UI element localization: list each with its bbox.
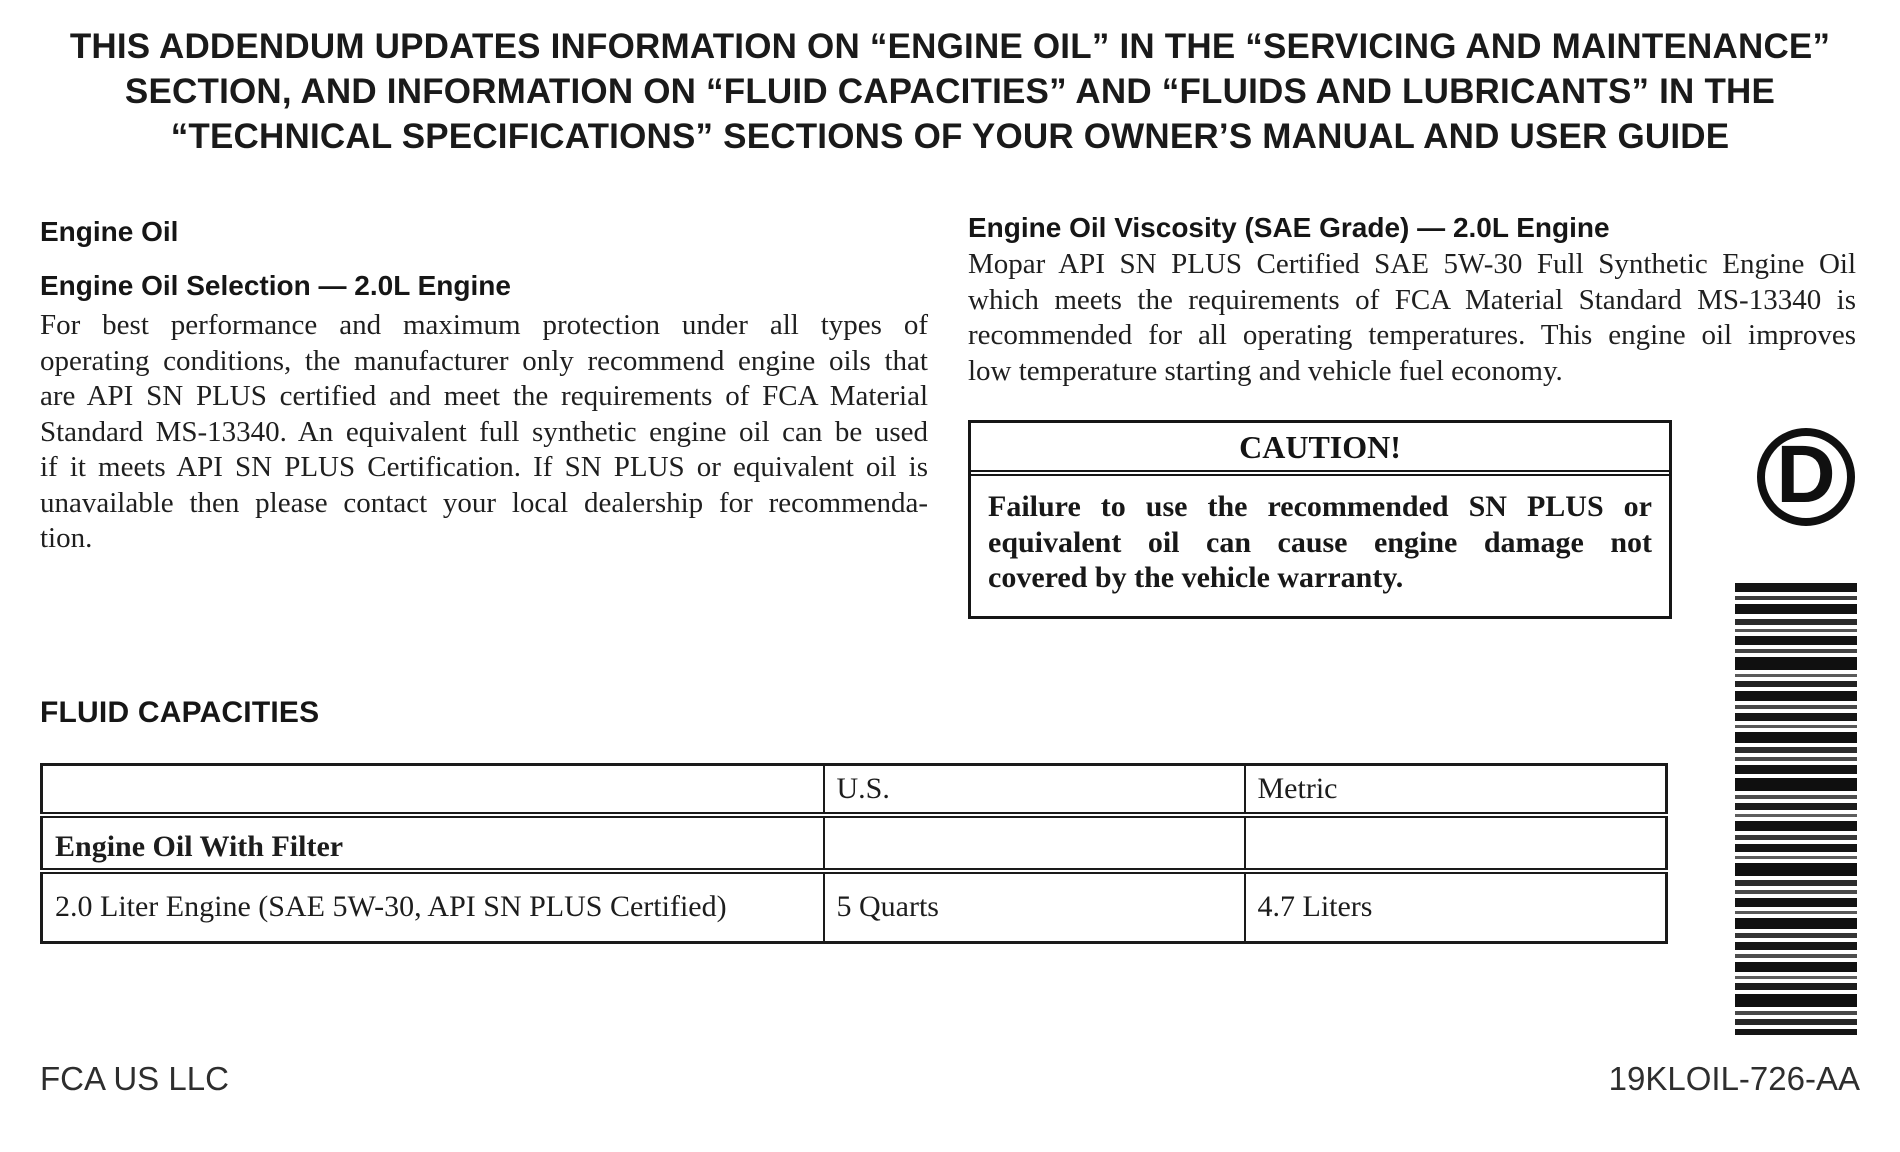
banner-line: THIS ADDENDUM UPDATES INFORMATION ON “ENGINE OIL” IN THE “SERVICING AND MAINTENANCE” (69, 27, 1831, 66)
cell-us: 5 Quarts (824, 871, 1245, 943)
body-line: low temperature starting and vehicle fuel economy. (968, 354, 1563, 387)
body-line: unavailable then please contact your local dealership for recommenda- (40, 486, 928, 519)
body-line: operating conditions, the manufacturer only recommend engine oils that (40, 344, 928, 377)
column-header-blank (42, 765, 824, 815)
table-row-2-0-liter-engine (42, 871, 1667, 943)
caution-title: CAUTION! (971, 423, 1669, 476)
banner-line: “TECHNICAL SPECIFICATIONS” SECTIONS OF YOUR OWNER’S MANUAL AND USER GUIDE (170, 117, 1730, 156)
row-label: Engine Oil With Filter (42, 815, 824, 871)
cell-metric: 4.7 Liters (1245, 871, 1667, 943)
engine-oil-section (40, 215, 928, 557)
body-line: which meets the requirements of FCA Material Standard MS-13340 is (968, 283, 1856, 316)
table-row-engine-oil-with-filter (42, 815, 1667, 871)
oil-viscosity-paragraph (968, 247, 1856, 389)
barcode (1735, 583, 1857, 1035)
circle-d-symbol (1757, 428, 1855, 526)
caution-line: covered by the vehicle warranty. (988, 561, 1404, 594)
oil-viscosity-section (968, 211, 1856, 619)
section-title-engine-oil: Engine Oil (40, 216, 179, 247)
cell-metric (1245, 815, 1667, 871)
caution-line: Failure to use the recommended SN PLUS or (988, 490, 1652, 523)
caution-body (971, 476, 1669, 616)
caution-box (968, 420, 1672, 619)
fluid-capacities-heading: FLUID CAPACITIES (40, 696, 320, 729)
cell-us (824, 815, 1245, 871)
banner-line: SECTION, AND INFORMATION ON “FLUID CAPACITIES” AND “FLUIDS AND LUBRICANTS” IN THE (124, 72, 1776, 111)
oil-selection-paragraph (40, 308, 928, 557)
subsection-title-oil-viscosity: Engine Oil Viscosity (SAE Grade) — 2.0L Engine (968, 212, 1610, 243)
body-line: Mopar API SN PLUS Certified SAE 5W-30 Full Synthetic Engine Oil (968, 248, 1856, 280)
fluid-capacities-table (40, 763, 1668, 944)
body-line: recommended for all operating temperatures. This engine oil improves (968, 319, 1856, 351)
footer-part-number: 19KLOIL-726-AA (1608, 1060, 1860, 1097)
body-line: Standard MS-13340. An equivalent full synthetic engine oil can be used (40, 415, 928, 448)
body-line: For best performance and maximum protection under all types of (40, 309, 928, 341)
body-line: are API SN PLUS certified and meet the requirements of FCA Material (40, 380, 928, 412)
addendum-banner (40, 24, 1860, 159)
body-line: tion. (40, 522, 93, 554)
table-header-row (42, 765, 1667, 815)
circle-d-letter: D (1776, 429, 1836, 520)
subsection-title-oil-selection: Engine Oil Selection — 2.0L Engine (40, 270, 511, 301)
column-header-us: U.S. (824, 765, 1245, 815)
column-header-metric: Metric (1245, 765, 1667, 815)
footer-company: FCA US LLC (40, 1060, 229, 1097)
caution-line: equivalent oil can cause engine damage not (988, 525, 1652, 559)
row-label: 2.0 Liter Engine (SAE 5W-30, API SN PLUS Certified) (42, 871, 824, 943)
body-line: if it meets API SN PLUS Certification. If SN PLUS or equivalent oil is (40, 451, 928, 483)
